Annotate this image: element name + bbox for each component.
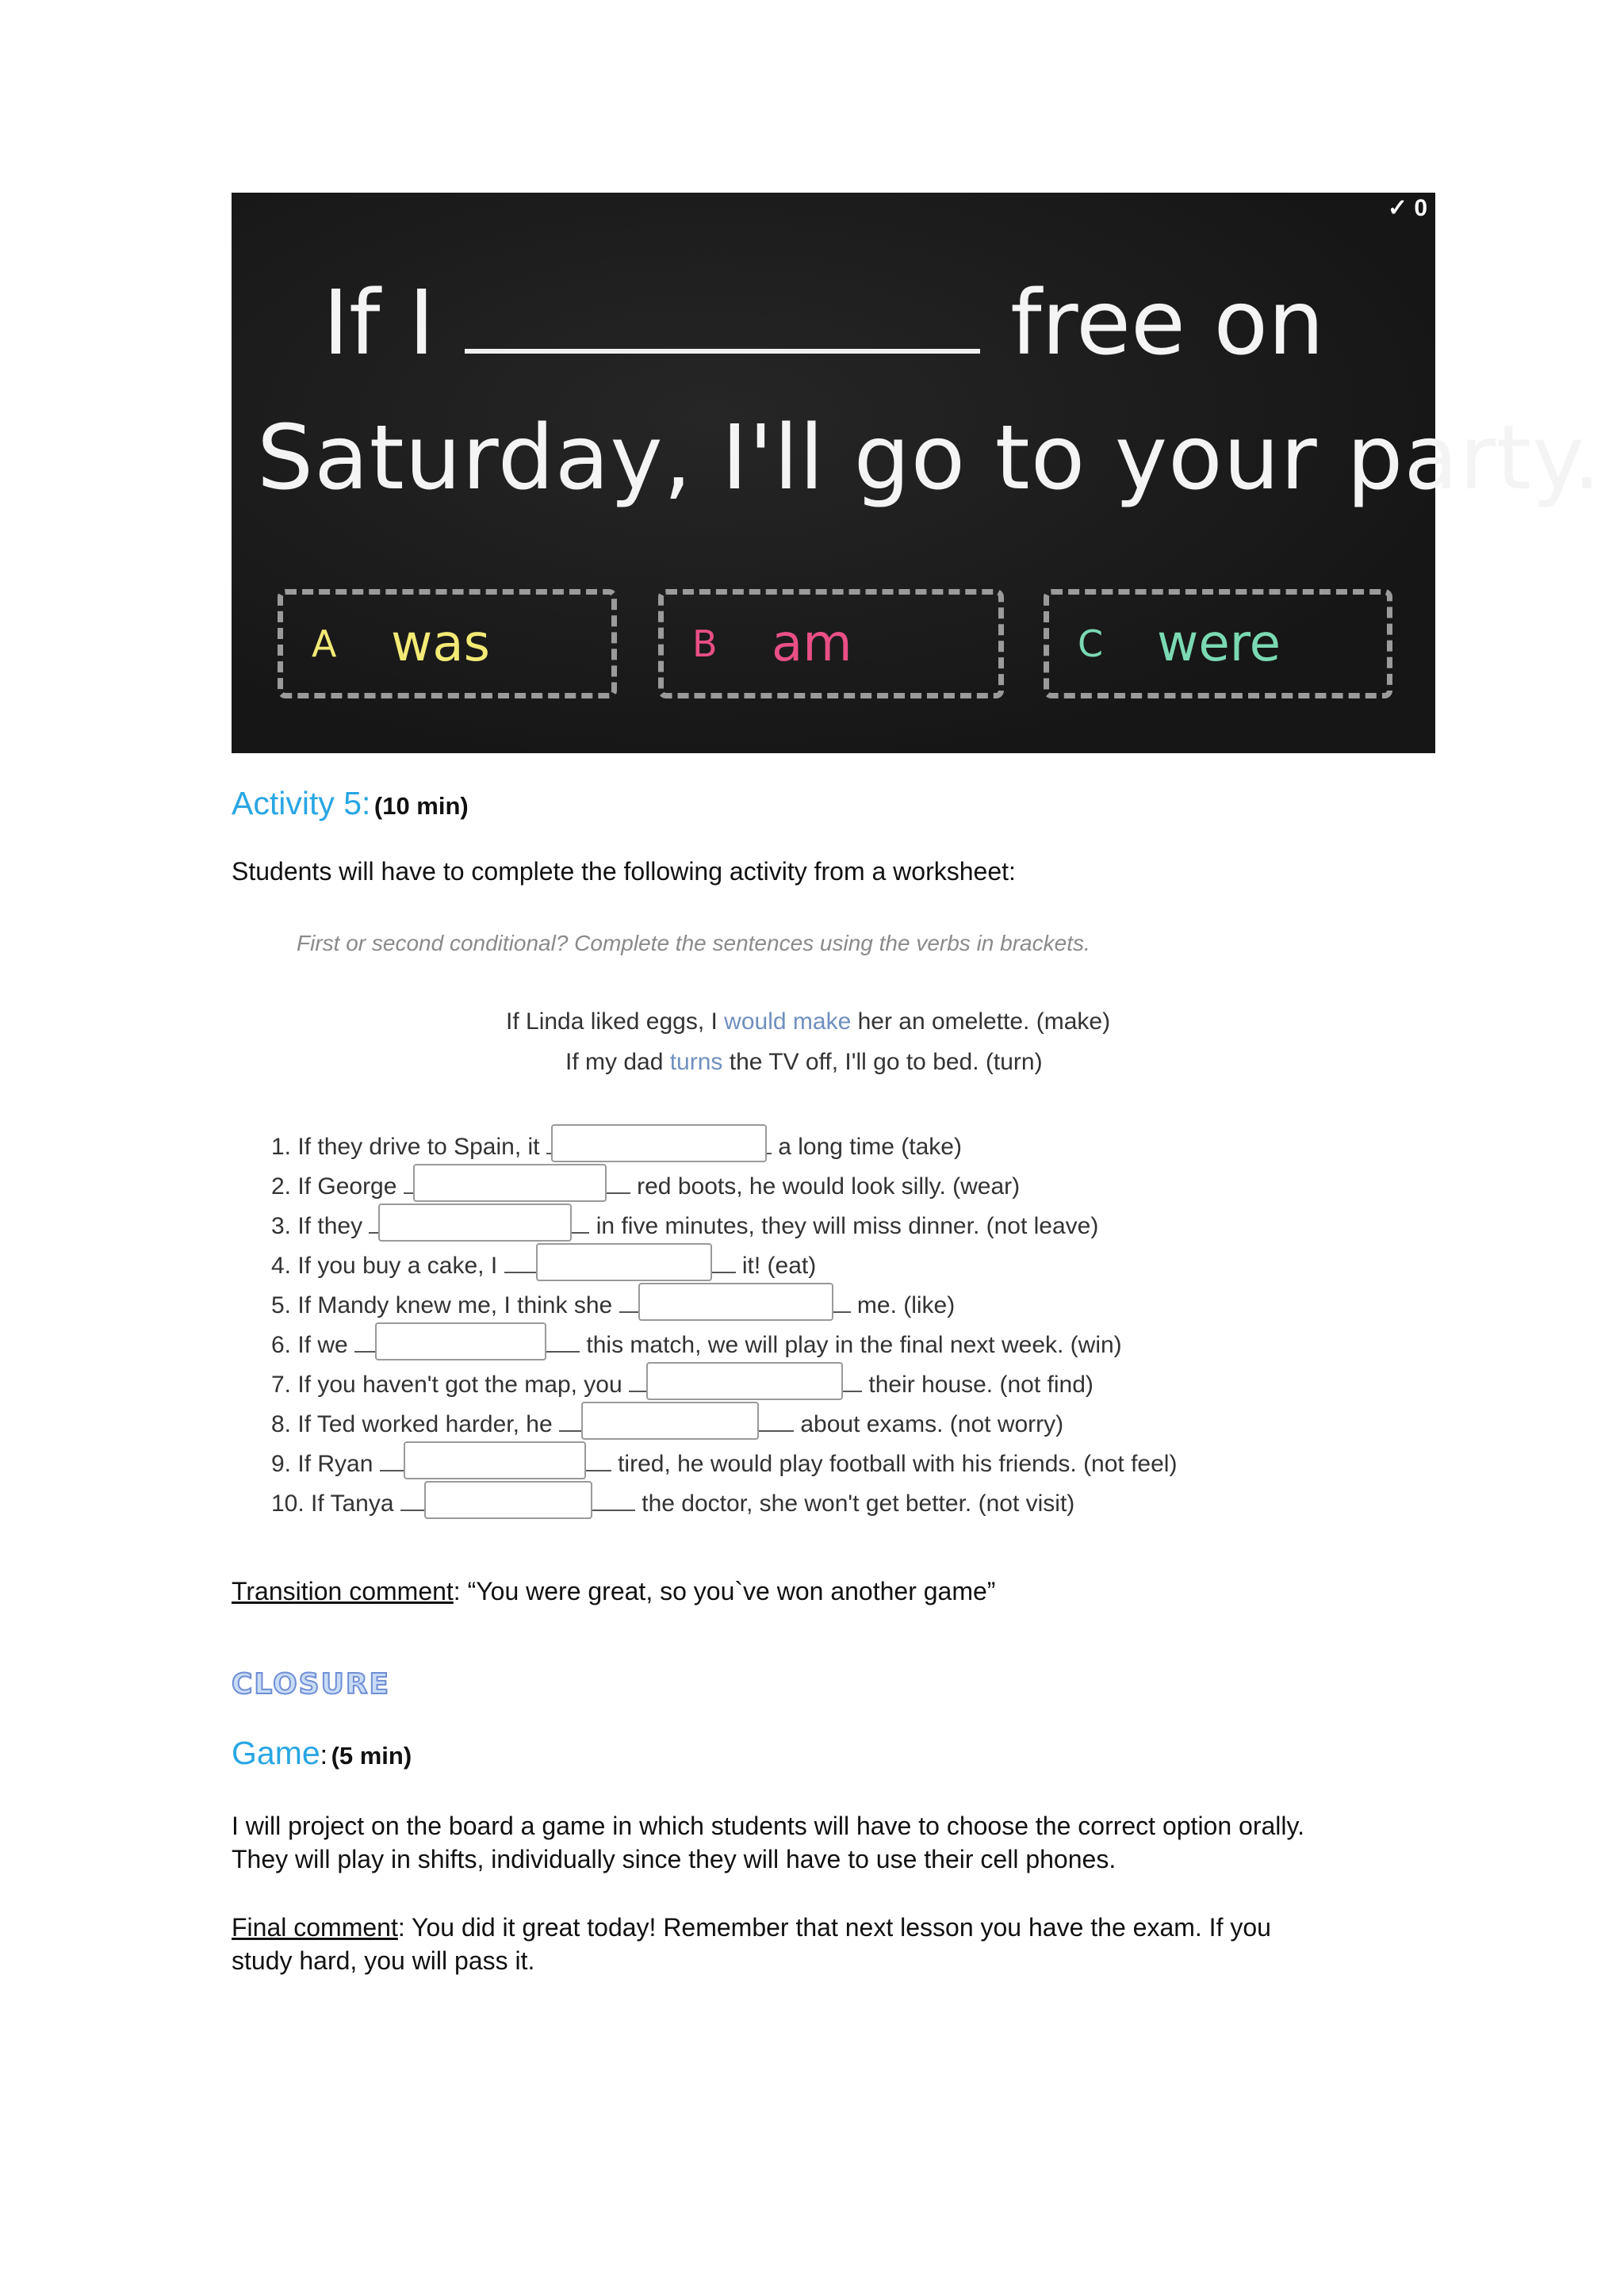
option-b-button[interactable] xyxy=(658,589,1004,698)
worksheet-item: 5. If Mandy knew me, I think she me. (like) xyxy=(271,1288,955,1326)
activity5-title: Activity 5: xyxy=(232,785,371,821)
option-b-letter: B xyxy=(692,622,718,665)
answer-input-10[interactable] xyxy=(424,1481,592,1519)
worksheet-item: 6. If we this match, we will play in the final next week. (win) xyxy=(271,1327,1122,1365)
example-1-after: her an omelette. (make) xyxy=(851,1008,1111,1035)
worksheet-item: 4. If you buy a cake, I it! (eat) xyxy=(271,1248,816,1286)
closure-heading: CLOSURE xyxy=(232,1668,391,1701)
example-2-answer: turns xyxy=(669,1049,723,1075)
activity5-heading xyxy=(232,785,469,822)
question-text-after-blank: free on xyxy=(1010,272,1325,375)
worksheet-item: 8. If Ted worked harder, he about exams. (not worry) xyxy=(271,1406,1063,1445)
transition-comment-text: : “You were great, so you`ve won another game” xyxy=(453,1577,996,1605)
activity5-duration: (10 min) xyxy=(373,792,469,820)
option-c-letter: C xyxy=(1078,622,1104,665)
worksheet-item: 10. If Tanya the doctor, she won't get better. (not visit) xyxy=(271,1486,1074,1524)
question-line-1 xyxy=(323,272,1324,375)
score-counter: ✓ 0 xyxy=(1387,195,1427,221)
game-title: Game xyxy=(232,1735,320,1771)
example-2-before: If my dad xyxy=(565,1049,670,1075)
worksheet-image xyxy=(232,910,1310,1544)
option-a-word: was xyxy=(391,614,490,673)
game-description-line-2: They will play in shifts, individually since they will have to use their cell phones. xyxy=(232,1845,1116,1873)
question-line-2: Saturday, I'll go to your party. xyxy=(257,407,1602,510)
worksheet-instructions: First or second conditional? Complete the sentences using the verbs in brackets. xyxy=(297,931,1090,955)
worksheet-item: 2. If George red boots, he would look silly. (wear) xyxy=(271,1169,1020,1207)
example-1-before: If Linda liked eggs, I xyxy=(506,1008,725,1035)
worksheet-item: 1. If they drive to Spain, it a long time (take) xyxy=(271,1129,962,1167)
question-blank xyxy=(465,301,980,354)
answer-input-2[interactable] xyxy=(413,1164,607,1202)
worksheet-example-1 xyxy=(506,1008,1110,1035)
worksheet-item: 9. If Ryan tired, he would play football with his friends. (not feel) xyxy=(271,1446,1177,1484)
option-a-letter: A xyxy=(312,622,337,665)
answer-input-5[interactable] xyxy=(638,1283,833,1321)
game-colon: : xyxy=(320,1740,328,1770)
activity5-description: Students will have to complete the following activity from a worksheet: xyxy=(232,857,1016,886)
example-2-after: the TV off, I'll go to bed. (turn) xyxy=(722,1049,1043,1075)
final-comment-label: Final comment xyxy=(232,1913,398,1942)
option-b-word: am xyxy=(772,614,852,673)
answer-input-6[interactable] xyxy=(375,1322,546,1360)
answer-input-3[interactable] xyxy=(378,1203,572,1242)
option-c-button[interactable] xyxy=(1044,589,1392,698)
worksheet-example-2 xyxy=(565,1049,1043,1076)
answer-input-8[interactable] xyxy=(581,1402,759,1440)
option-a-button[interactable] xyxy=(278,589,617,698)
worksheet-item: 3. If they in five minutes, they will miss dinner. (not leave) xyxy=(271,1208,1098,1246)
game-description-line-1: I will project on the board a game in which students will have to choose the correct option orally. xyxy=(232,1812,1305,1840)
question-text-before-blank: If I xyxy=(323,272,435,375)
answer-input-7[interactable] xyxy=(646,1362,843,1400)
example-1-answer: would make xyxy=(724,1008,852,1035)
answer-input-1[interactable] xyxy=(551,1124,767,1162)
worksheet-item: 7. If you haven't got the map, you their house. (not find) xyxy=(271,1367,1094,1405)
transition-comment-label: Transition comment xyxy=(232,1577,454,1605)
game-heading xyxy=(232,1735,412,1772)
final-comment-line-2: study hard, you will pass it. xyxy=(232,1946,535,1975)
answer-input-9[interactable] xyxy=(404,1441,586,1479)
answer-input-4[interactable] xyxy=(536,1243,712,1281)
game-duration: (5 min) xyxy=(331,1742,412,1770)
transition-comment xyxy=(232,1575,995,1608)
final-comment-text: : You did it great today! Remember that next lesson you have the exam. If you xyxy=(397,1913,1271,1942)
option-c-word: were xyxy=(1157,614,1281,673)
quiz-chalkboard-image xyxy=(232,193,1602,753)
final-comment-line-1 xyxy=(232,1911,1271,1944)
